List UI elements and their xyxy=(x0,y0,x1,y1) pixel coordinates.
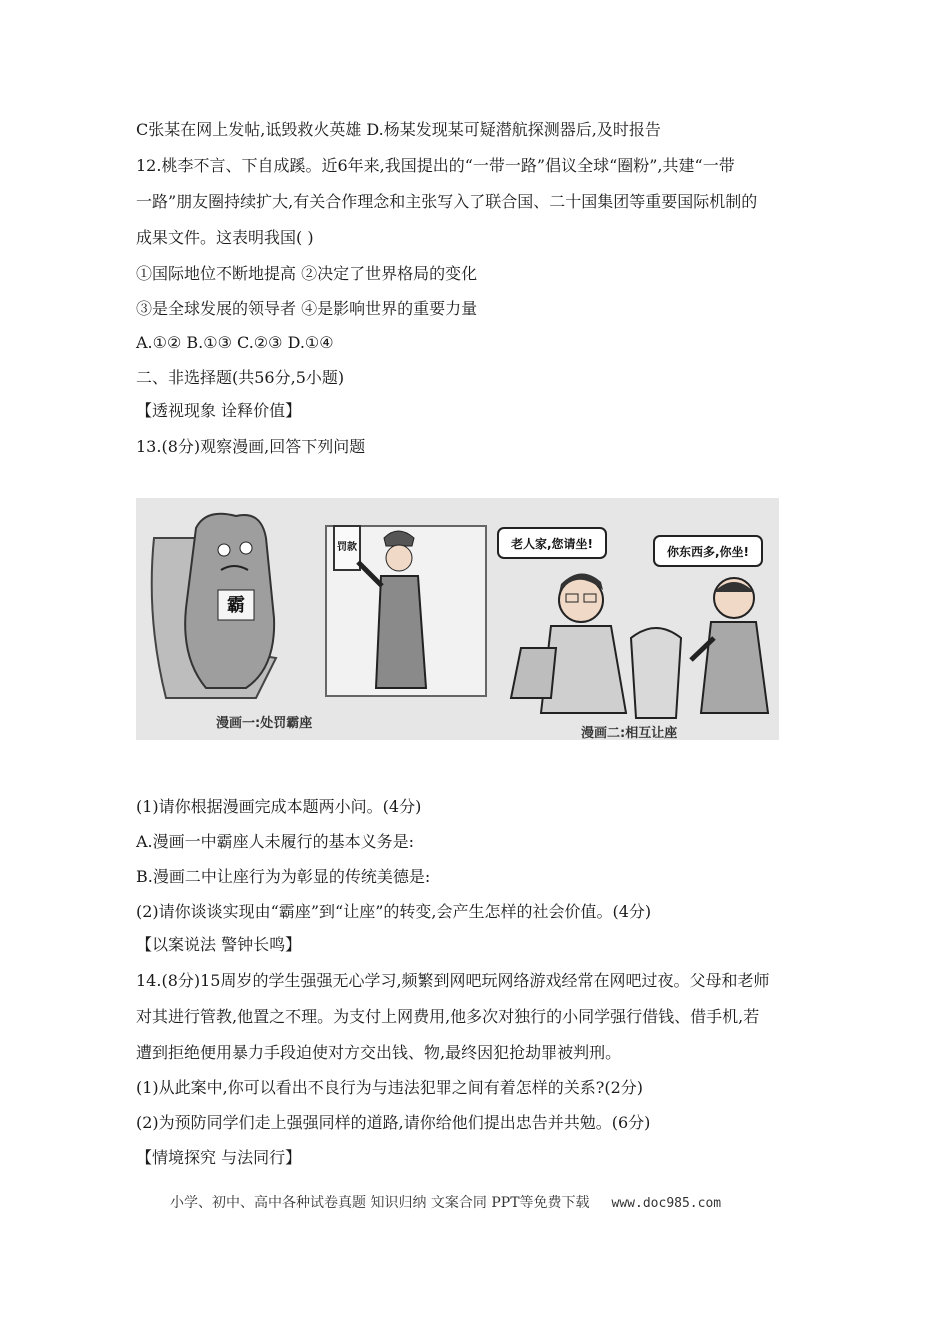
question-12-line-1: 12.桃李不言、下自成蹊。近6年来,我国提出的“一带一路”倡议全球“圈粉”,共建“一带 xyxy=(136,156,735,175)
question-13-part-b: B.漫画二中让座行为为彰显的传统美德是: xyxy=(136,867,431,886)
question-14-line-2: 对其进行管教,他置之不理。为支付上网费用,他多次对独行的小同学强行借钱、借手机,若 xyxy=(136,1007,760,1026)
question-13-part-2: (2)请你谈谈实现由“霸座”到“让座”的转变,会产生怎样的社会价值。(4分) xyxy=(136,902,652,921)
question-13-prompt: 13.(8分)观察漫画,回答下列问题 xyxy=(136,437,366,456)
speech-bubble-right: 你东西多,你坐! xyxy=(666,545,750,559)
comic-image xyxy=(136,498,779,740)
option-cd-line: C张某在网上发帖,诋毁救火英雄 D.杨某发现某可疑潜航探测器后,及时报告 xyxy=(136,120,661,139)
subsection-heading-1: 【透视现象 诠释价值】 xyxy=(136,401,302,420)
subsection-heading-2: 【以案说法 警钟长鸣】 xyxy=(136,935,302,954)
statement-1-2: ①国际地位不断地提高 ②决定了世界格局的变化 xyxy=(136,264,478,283)
footer-url[interactable]: www.doc985.com xyxy=(611,1196,722,1211)
question-12-line-3: 成果文件。这表明我国( ) xyxy=(136,228,314,247)
page-footer xyxy=(170,1193,721,1214)
question-13-part-a: A.漫画一中霸座人未履行的基本义务是: xyxy=(136,832,415,851)
comic-illustration xyxy=(136,498,779,740)
fine-sign-text: 罚款 xyxy=(337,542,357,553)
speech-bubble-left: 老人家,您请坐! xyxy=(510,537,594,551)
section-heading: 二、非选择题(共56分,5小题) xyxy=(136,368,345,387)
question-14-line-3: 遭到拒绝便用暴力手段迫使对方交出钱、物,最终因犯抢劫罪被判刑。 xyxy=(136,1043,622,1062)
subsection-heading-3: 【情境探究 与法同行】 xyxy=(136,1148,302,1167)
answer-options: A.①② B.①③ C.②③ D.①④ xyxy=(136,333,334,352)
question-13-part-1: (1)请你根据漫画完成本题两小问。(4分) xyxy=(136,797,422,816)
question-12-line-2: 一路”朋友圈持续扩大,有关合作理念和主张写入了联合国、二十国集团等重要国际机制的 xyxy=(136,192,758,211)
footer-text: 小学、初中、高中各种试卷真题 知识归纳 文案合同 PPT等免费下载 xyxy=(170,1195,590,1211)
monster-label: 霸 xyxy=(227,595,245,616)
panel-1-caption: 漫画一:处罚霸座 xyxy=(216,716,313,731)
panel-2-caption: 漫画二:相互让座 xyxy=(581,726,678,740)
statement-3-4: ③是全球发展的领导者 ④是影响世界的重要力量 xyxy=(136,299,478,318)
question-14-part-2: (2)为预防同学们走上强强同样的道路,请你给他们提出忠告并共勉。(6分) xyxy=(136,1113,651,1132)
question-14-part-1: (1)从此案中,你可以看出不良行为与违法犯罪之间有着怎样的关系?(2分) xyxy=(136,1078,643,1097)
question-14-line-1: 14.(8分)15周岁的学生强强无心学习,频繁到网吧玩网络游戏经常在网吧过夜。父母和老师 xyxy=(136,971,770,990)
